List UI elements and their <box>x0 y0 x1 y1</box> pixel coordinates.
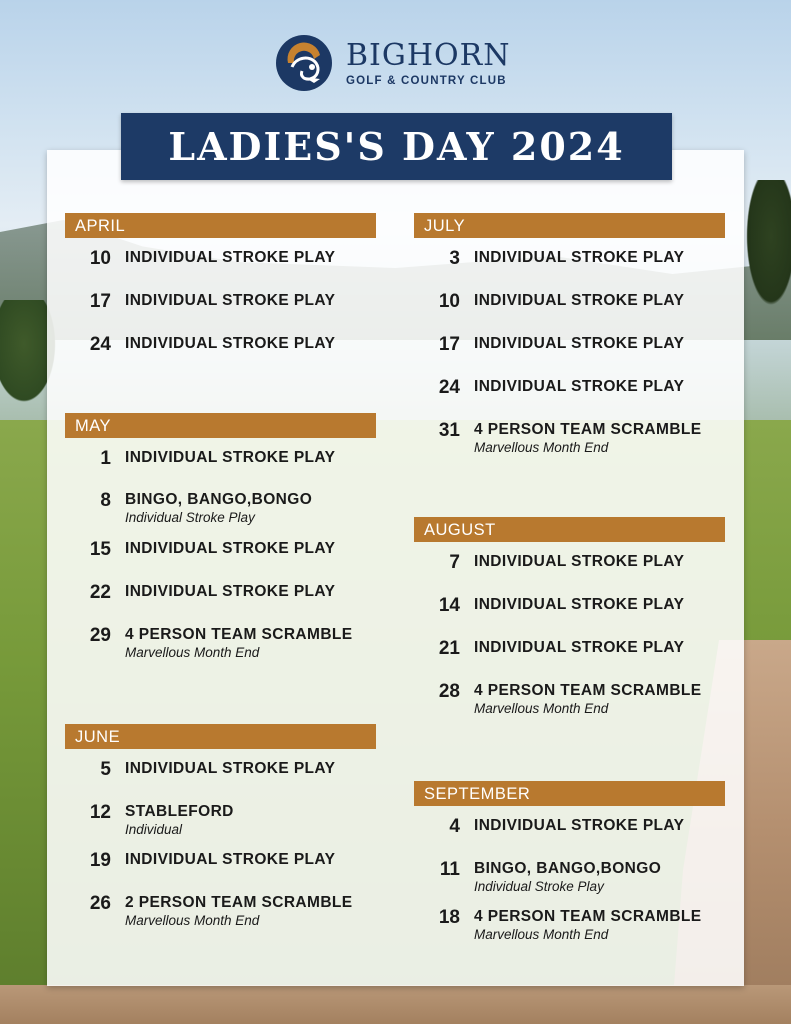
event-name: INDIVIDUAL STROKE PLAY <box>125 760 336 777</box>
month-header: MAY <box>65 413 376 438</box>
event-name: INDIVIDUAL STROKE PLAY <box>125 540 336 557</box>
event-day: 10 <box>89 248 111 269</box>
event-day: 31 <box>438 420 460 441</box>
event-name: 4 PERSON TEAM SCRAMBLE <box>474 682 702 699</box>
event-day: 4 <box>449 816 460 837</box>
month-august <box>414 517 725 716</box>
event-name: 4 PERSON TEAM SCRAMBLE <box>474 421 702 438</box>
month-header: AUGUST <box>414 517 725 542</box>
month-header: JULY <box>414 213 725 238</box>
event-name: INDIVIDUAL STROKE PLAY <box>474 292 685 309</box>
month-june <box>65 724 376 928</box>
event-name: INDIVIDUAL STROKE PLAY <box>474 553 685 570</box>
page-title: LADIES'S DAY 2024 <box>168 124 625 169</box>
event-subtitle: Marvellous Month End <box>125 645 260 660</box>
month-april <box>65 213 376 355</box>
background-trees-right <box>741 180 791 320</box>
event-day: 26 <box>89 893 111 914</box>
club-logo <box>274 32 524 94</box>
event-day: 22 <box>89 582 111 603</box>
event-subtitle: Individual <box>125 822 183 837</box>
event-day: 17 <box>89 291 111 312</box>
event-day: 7 <box>449 552 460 573</box>
event-day: 1 <box>100 448 111 469</box>
event-name: 2 PERSON TEAM SCRAMBLE <box>125 894 353 911</box>
event-name: 4 PERSON TEAM SCRAMBLE <box>125 626 353 643</box>
event-subtitle: Marvellous Month End <box>474 701 609 716</box>
event-day: 24 <box>89 334 111 355</box>
event-day: 11 <box>439 859 460 880</box>
event-name: INDIVIDUAL STROKE PLAY <box>474 249 685 266</box>
event-day: 18 <box>438 907 460 928</box>
event-name: INDIVIDUAL STROKE PLAY <box>125 851 336 868</box>
event-name: BINGO, BANGO,BONGO <box>125 491 313 508</box>
event-subtitle: Individual Stroke Play <box>474 879 604 894</box>
event-subtitle: Marvellous Month End <box>125 913 260 928</box>
title-banner <box>121 113 672 180</box>
month-header: APRIL <box>65 213 376 238</box>
logo-text <box>346 37 511 87</box>
event-day: 19 <box>89 850 111 871</box>
month-september <box>414 781 725 942</box>
event-name: INDIVIDUAL STROKE PLAY <box>474 378 685 395</box>
event-day: 17 <box>438 334 460 355</box>
background-sand-strip <box>0 985 791 1024</box>
event-day: 24 <box>438 377 460 398</box>
event-day: 3 <box>449 248 460 269</box>
logo-name: BIGHORN <box>346 37 511 73</box>
bighorn-ram-logo-icon <box>274 33 334 93</box>
event-name: INDIVIDUAL STROKE PLAY <box>474 335 685 352</box>
event-day: 21 <box>438 638 460 659</box>
event-name: BINGO, BANGO,BONGO <box>474 860 662 877</box>
event-name: INDIVIDUAL STROKE PLAY <box>125 449 336 466</box>
event-day: 15 <box>89 539 111 560</box>
event-day: 14 <box>438 595 460 616</box>
event-name: INDIVIDUAL STROKE PLAY <box>125 335 336 352</box>
month-header: SEPTEMBER <box>414 781 725 806</box>
logo-subtitle: GOLF & COUNTRY CLUB <box>346 74 507 87</box>
event-name: INDIVIDUAL STROKE PLAY <box>474 596 685 613</box>
event-day: 5 <box>100 759 111 780</box>
event-name: INDIVIDUAL STROKE PLAY <box>125 249 336 266</box>
event-name: INDIVIDUAL STROKE PLAY <box>125 583 336 600</box>
event-name: INDIVIDUAL STROKE PLAY <box>474 817 685 834</box>
event-day: 12 <box>89 802 111 823</box>
month-may <box>65 413 376 660</box>
month-header: JUNE <box>65 724 376 749</box>
event-day: 8 <box>100 490 111 511</box>
event-subtitle: Marvellous Month End <box>474 440 609 455</box>
event-day: 10 <box>438 291 460 312</box>
event-subtitle: Marvellous Month End <box>474 927 609 942</box>
event-name: 4 PERSON TEAM SCRAMBLE <box>474 908 702 925</box>
event-day: 28 <box>438 681 460 702</box>
event-day: 29 <box>89 625 111 646</box>
event-name: STABLEFORD <box>125 803 234 820</box>
event-subtitle: Individual Stroke Play <box>125 510 255 525</box>
event-name: INDIVIDUAL STROKE PLAY <box>125 292 336 309</box>
month-july <box>414 213 725 455</box>
event-name: INDIVIDUAL STROKE PLAY <box>474 639 685 656</box>
